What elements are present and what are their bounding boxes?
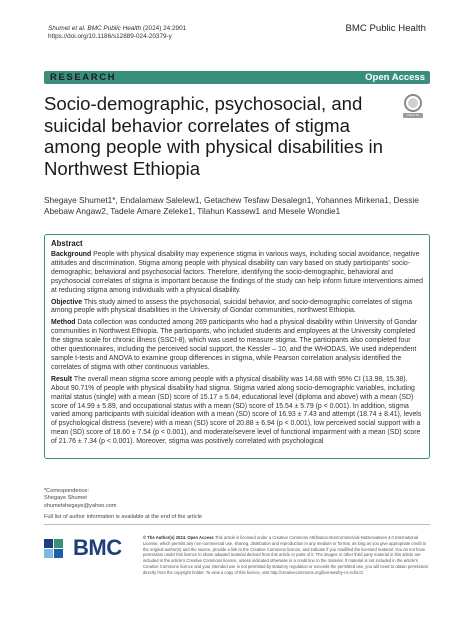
abstract-heading: Abstract xyxy=(51,239,83,248)
objective-text: This study aimed to assess the psychosocial, suicidal behavior, and socio-demographic correlates of stigma among people with physical disabilities in the University of Gondar communities, northwest Ethiopia. xyxy=(51,298,413,315)
license-body: This article is licensed under a Creative Commons Attribution-NonCommercial-NoDerivatives 4.0 International License, which permits any non-commercial use, sharing, distribution and reproduction in any medium or format, as long as you give appropriate credit to the original author(s) and the source, provide a link to the Creative Commons licence, and indicate if you modified the licensed material. You do not have permission under this licence to share adapted material derived from this article or parts of it. The images or other third party material in this article are included in the article's Creative Commons licence, unless indicated otherwise in a credit line to the material. If material is not included in the article's Creative Commons licence and your intended use is not permitted by statutory regulation or exceeds the permitted use, you will need to obtain permission directly from the copyright holder. To view a copy of this licence, visit http://creativecommons.org/licenses/by-nc-nd/4.0/. xyxy=(143,535,429,575)
open-access-label: Open Access xyxy=(365,72,425,83)
correspondence-label: *Correspondence: xyxy=(44,488,90,494)
doi-link[interactable]: https://doi.org/10.1186/s12889-024-20379-y xyxy=(48,33,172,41)
method-text: Data collection was conducted among 269 participants who had a physical disability within University of Gondar communities in Northwest Ethiopia. The participants, who included students and employees at the University completed the stigma scale for chronic illness (SSCI-8), which was used to measure stigma. The participants also completed four other questionnaires, including the perceived social support, the Kessler – 10, and the WHODAS. We used independent sample t-tests and ANOVA to examine group differences in stigma, while Pearson correlation analysis identified the correlates of stigma with other continuous variables. xyxy=(51,319,418,371)
result-label: Result xyxy=(51,375,73,383)
abstract-box xyxy=(44,234,430,459)
crossmark-label: Check for updates xyxy=(406,113,420,122)
abstract-result xyxy=(51,376,423,447)
method-label: Method xyxy=(51,319,76,327)
logo-text: BMC xyxy=(73,535,122,560)
logo-square-blue xyxy=(54,549,63,558)
footer-divider xyxy=(44,524,430,525)
abstract-method xyxy=(51,319,423,372)
journal-title: BMC Public Health xyxy=(345,23,426,34)
logo-square-teal xyxy=(54,539,63,548)
correspondence-block xyxy=(44,488,117,510)
section-band xyxy=(44,71,430,84)
result-text: The overall mean stigma score among people with a physical disability was 14.68 with 95% CI (13.98, 15.38). About 90.71% of people with physical disability had stigma. Stigma varied along socio-demographic variables, including marital status (single) with a mean (SD) score of 15.17 ± 5.64, educational level (diploma and above) with a mean (SD) score of 14.99 ± 5.89, and occupational status with a mean (SD) score of 15.54 ± 5.79 (p < 0.001). In addition, stigma varied among participants with suicidal ideation with a mean (SD) score of 16.93 ± 7.43 and attempt (18.74 ± 8.41), levels of psychological distress (severe) with a mean (SD) score of 20.88 ± 6.94 (p < 0.001), low perceived social support with a mean (SD) score of 18.60 ± 7.54 (p < 0.001), and moderate/severe level of functional impairment with a mean (SD) score of 21.76 ± 7.34 (p < 0.001). Moreover, stigma was positively correlated with psychological xyxy=(51,375,422,446)
crossmark-center xyxy=(408,98,418,108)
bmc-logo xyxy=(44,537,134,559)
license-lead: © The Author(s) 2024. Open Access xyxy=(143,535,214,540)
logo-square-navy xyxy=(44,539,53,548)
abstract-objective xyxy=(51,299,423,317)
background-label: Background xyxy=(51,251,92,258)
author-info-note: Full list of author information is available at the end of the article xyxy=(44,514,202,520)
section-label: RESEARCH xyxy=(50,72,117,83)
correspondence-email[interactable]: shumetshegaye@yahoo.com xyxy=(44,502,117,509)
article-title: Socio-demographic, psychosocial, and suicidal behavior correlates of stigma among people with physical disabilities in Northwest Ethiopia xyxy=(44,93,384,179)
year-volume: (2024) 24:2901 xyxy=(142,25,187,32)
background-text: People with physical disability may experience stigma in various ways, including social avoidance, negative attitudes and discrimination. Stigma among people with physical disability can vary based on study participants' socio-demographic, behavioral and psychosocial factors. Therefore, identifying the socio-demographic, behavioral and psychosocial correlates of stigma is important because the findings of the study can help inform future interventions aimed at reducing stigma among individuals with a physical disability. xyxy=(51,251,423,294)
correspondence-name: Shegaye Shumet xyxy=(44,495,87,502)
logo-square-lightblue xyxy=(44,549,53,558)
journal-line: Shumet et al. BMC Public Health xyxy=(48,25,142,32)
author-list: Shegaye Shumet1*, Endalamaw Salelew1, Getachew Tesfaw Desalegn1, Yohannes Mirkena1, Dessie Abebaw Angaw2, Tadele Amare Zeleke1, Tilahun Kassew1 and Mesele Wondie1 xyxy=(44,195,419,216)
abstract-background xyxy=(51,251,423,296)
article-citation xyxy=(48,25,186,42)
objective-label: Objective xyxy=(51,298,83,306)
license-text xyxy=(143,535,430,576)
crossmark-icon[interactable] xyxy=(403,94,423,122)
crossmark-bar xyxy=(403,113,423,122)
